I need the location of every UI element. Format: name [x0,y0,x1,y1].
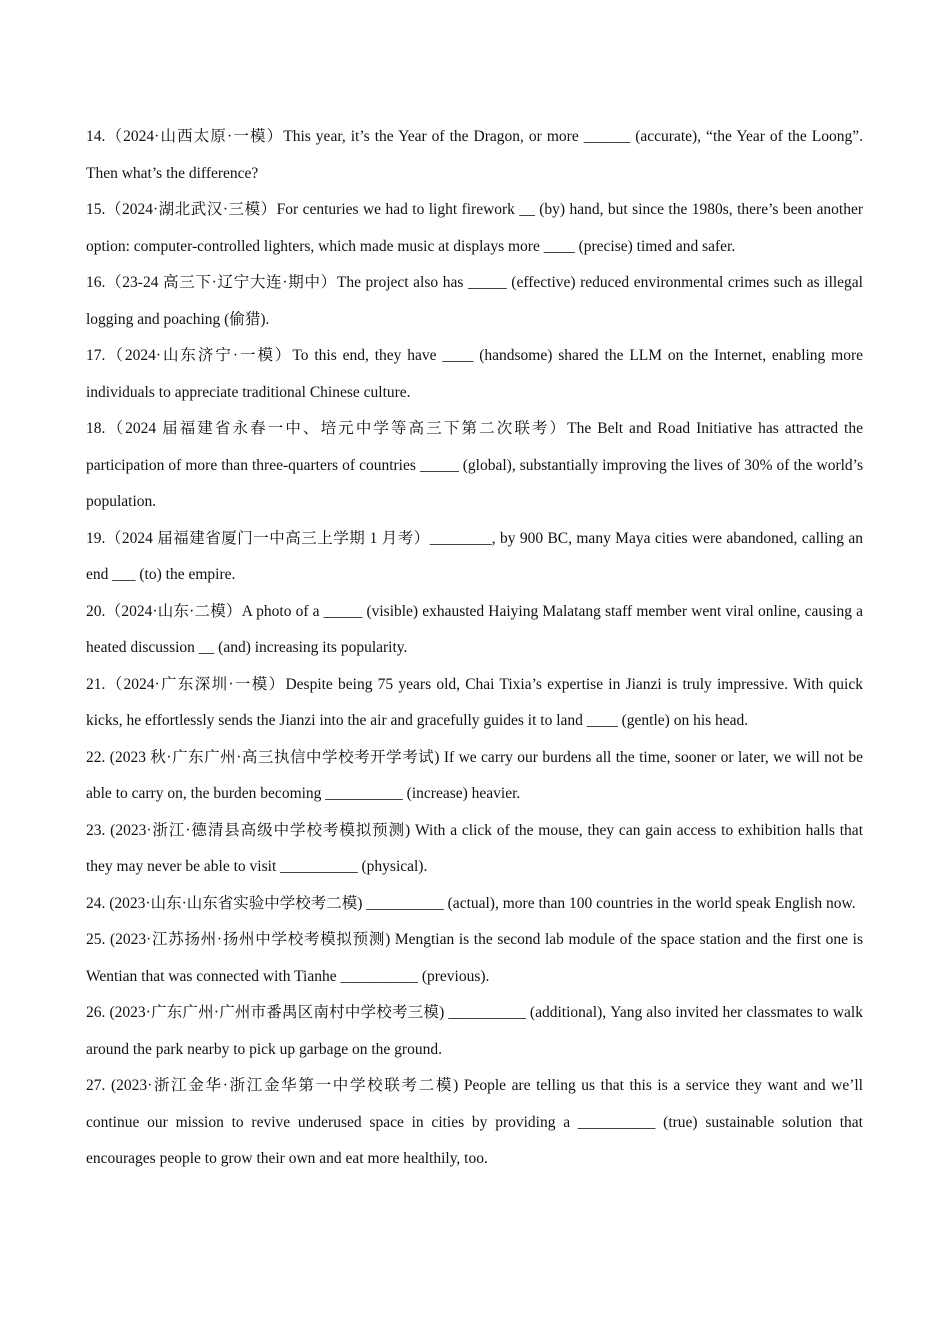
question-19: 19.（2024 届福建省厦门一中高三上学期 1 月考）________, by 900 BC, many Maya cities were abandoned, calling an end ___ (to) the empire. [86,529,863,583]
question-26: 26. (2023·广东广州·广州市番禺区南村中学校考三模) __________ (additional), Yang also invited her classmates to walk around the park nearby to pick up garbage on the ground. [86,1004,863,1058]
question-16: 16.（23-24 高三下·辽宁大连·期中）The project also has _____ (effective) reduced environmental crimes such as illegal logging and poaching (偷猎). [86,274,863,328]
question-14: 14.（2024·山西太原·一模）This year, it’s the Year of the Dragon, or more ______ (accurate), “the Year of the Loong”. Then what’s the difference? [86,128,863,182]
question-25: 25. (2023·江苏扬州·扬州中学校考模拟预测) Mengtian is the second lab module of the space station and the first one is Wentian that was connected with Tianhe __________ (previous). [86,931,863,985]
question-24: 24. (2023·山东·山东省实验中学校考二模) __________ (actual), more than 100 countries in the world speak English now. [86,894,856,912]
question-15: 15.（2024·湖北武汉·三模）For centuries we had to light firework __ (by) hand, but since the 1980s, there’s been another option: computer-controlled lighters, which made music at displays more ____ (precise) timed and safer. [86,201,863,255]
question-17: 17.（2024·山东济宁·一模）To this end, they have ____ (handsome) shared the LLM on the Internet, enabling more individuals to appreciate traditional Chinese culture. [86,347,863,401]
question-21: 21.（2024·广东深圳·一模）Despite being 75 years old, Chai Tixia’s expertise in Jianzi is truly impressive. With quick kicks, he effortlessly sends the Jianzi into the air and gracefully guides it to land ____ (gentle) on his head. [86,675,863,729]
question-20: 20.（2024·山东·二模）A photo of a _____ (visible) exhausted Haiying Malatang staff member went viral online, causing a heated discussion __ (and) increasing its popularity. [86,602,863,656]
question-23: 23. (2023·浙江·德清县高级中学校考模拟预测) With a click of the mouse, they can gain access to exhibition halls that they may never be able to visit __________ (physical). [86,821,863,875]
question-27: 27. (2023·浙江金华·浙江金华第一中学校联考二模) People are telling us that this is a service they want and we’ll continue our mission to revive underused space in cities by providing a __________ (true) sustainable solution that encourages people to grow their own and eat more healthily, too. [86,1077,863,1167]
exercise-page [86,119,863,1178]
question-22: 22. (2023 秋·广东广州·高三执信中学校考开学考试) If we carry our burdens all the time, sooner or later, we will not be able to carry on, the burden becoming __________ (increase) heavier. [86,748,863,802]
question-18: 18.（2024 届福建省永春一中、培元中学等高三下第二次联考）The Belt and Road Initiative has attracted the participation of more than three-quarters of countries _____ (global), substantially improving the lives of 30% of the world’s population. [86,420,863,510]
